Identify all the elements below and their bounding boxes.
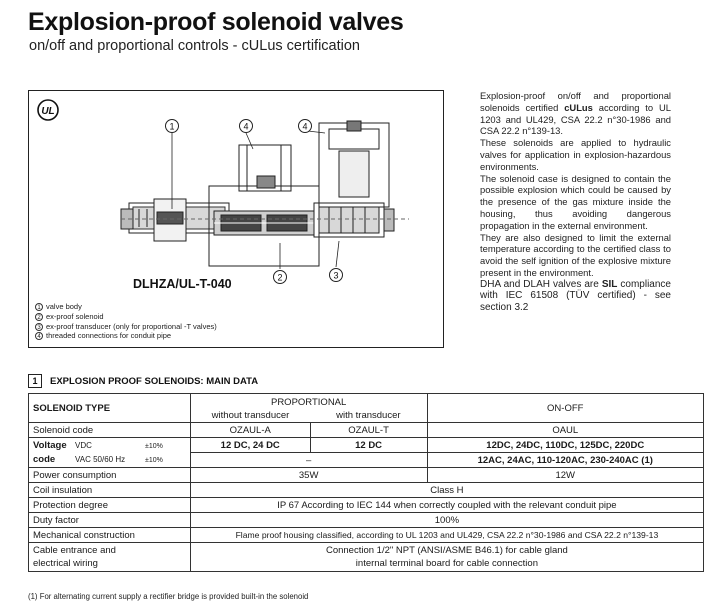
cell: OZAUL-A <box>190 423 310 438</box>
cell: 12 DC <box>310 438 427 453</box>
header-solenoid-type: SOLENOID TYPE <box>29 394 191 423</box>
legend-item <box>35 322 217 332</box>
main-data-table <box>28 393 704 572</box>
legend-text: valve body <box>46 302 82 311</box>
desc-paragraph-2: These solenoids are applied to hydraulic valves for application in explosion-hazardous environments. <box>480 137 671 172</box>
footnote: (1) For alternating current supply a rectifier bridge is provided built-in the solenoid <box>28 592 309 601</box>
row-label: Voltage VDC ±10% <box>29 438 191 453</box>
header-without-transducer: without transducer <box>190 408 310 423</box>
legend-text: threaded connections for conduit pipe <box>46 331 172 341</box>
table-row <box>29 543 704 572</box>
row-label: Mechanical construction <box>29 528 191 543</box>
callout-3: 3 <box>333 270 339 281</box>
cell: Flame proof housing classified, according to UL 1203 and UL429, CSA 22.2 n°30-1986 and CSA 22.2 n°139-13 <box>190 528 703 543</box>
legend-item <box>35 302 217 312</box>
header-onoff: ON-OFF <box>427 394 704 423</box>
table-row <box>29 483 704 498</box>
table-row <box>29 438 704 453</box>
cell: Connection 1/2" NPT (ANSI/ASME B46.1) for cable gland internal terminal board for cable connection <box>190 543 703 572</box>
table-row <box>29 513 704 528</box>
cell: 12 DC, 24 DC <box>190 438 310 453</box>
section-title: EXPLOSION PROOF SOLENOIDS: MAIN DATA <box>50 375 259 387</box>
table-row <box>29 423 704 438</box>
row-label: Solenoid code <box>29 423 191 438</box>
valve-figure <box>28 90 444 348</box>
page-subtitle: on/off and proportional controls - cULus certification <box>29 38 360 54</box>
cell: 100% <box>190 513 703 528</box>
cell: Class H <box>190 483 703 498</box>
table-row <box>29 453 704 468</box>
callout-4a: 4 <box>243 121 249 132</box>
cell: 12AC, 24AC, 110-120AC, 230-240AC (1) <box>427 453 704 468</box>
table-row <box>29 468 704 483</box>
desc-paragraph-4: They are also designed to limit the external temperature according to the certified class to avoid the self ignition of the explosive mixture present in the environment. <box>480 231 671 278</box>
callout-2: 2 <box>277 272 283 283</box>
figure-legend <box>35 302 217 341</box>
legend-item <box>35 312 217 322</box>
header-proportional: PROPORTIONAL <box>190 394 427 409</box>
legend-item <box>35 331 217 341</box>
cell: – <box>190 453 427 468</box>
row-label: Protection degree <box>29 498 191 513</box>
table-row <box>29 528 704 543</box>
callout-4b: 4 <box>302 121 308 132</box>
desc-paragraph-3: The solenoid case is designed to contain the possible explosion which could be caused by the presence of the gas mixture inside the housing, thus avoiding dangerous propagation in the external environment. <box>480 172 671 231</box>
legend-num: 2 <box>35 313 43 321</box>
desc-paragraph-5: DHA and DLAH valves are SIL compliance with IEC 61508 (TÜV certified) - see section 3.2 <box>480 278 671 313</box>
legend-text: ex-proof solenoid <box>46 311 104 321</box>
ul-logo-text: UL <box>41 106 55 117</box>
figure-caption: DLHZA/UL-T-040 <box>133 277 232 291</box>
callout-1: 1 <box>169 121 175 132</box>
cell: 12DC, 24DC, 110DC, 125DC, 220DC <box>427 438 704 453</box>
cell: 35W <box>190 468 427 483</box>
page-title: Explosion-proof solenoid valves <box>28 8 404 36</box>
description <box>480 90 671 313</box>
section-heading <box>28 374 258 388</box>
cell: OZAUL-T <box>310 423 427 438</box>
desc-paragraph-1: Explosion-proof on/off and proportional solenoids certified cULus according to UL 1203 and UL429, CSA 22.2 n°30-1986 and CSA 22.2 n°139-13. <box>480 90 671 137</box>
row-label: code VAC 50/60 Hz ±10% <box>29 453 191 468</box>
row-label: Cable entrance and electrical wiring <box>29 543 191 572</box>
legend-num: 1 <box>35 303 43 311</box>
table-row <box>29 394 704 409</box>
row-label: Duty factor <box>29 513 191 528</box>
cell: OAUL <box>427 423 704 438</box>
legend-text: ex-proof transducer (only for proportional -T valves) <box>46 321 217 331</box>
cell: 12W <box>427 468 704 483</box>
cell: IP 67 According to IEC 144 when correctly coupled with the relevant conduit pipe <box>190 498 703 513</box>
legend-num: 3 <box>35 323 43 331</box>
table-row <box>29 498 704 513</box>
row-label: Coil insulation <box>29 483 191 498</box>
section-number: 1 <box>28 374 42 388</box>
row-label: Power consumption <box>29 468 191 483</box>
header-with-transducer: with transducer <box>310 408 427 423</box>
legend-num: 4 <box>35 332 43 340</box>
